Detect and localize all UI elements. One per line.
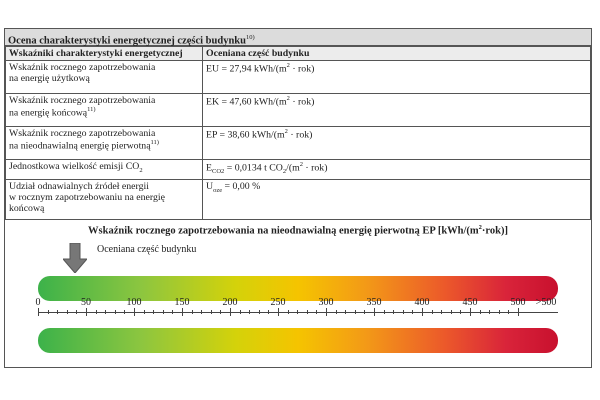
ep-scale-section <box>5 224 591 367</box>
scale-minor-tick <box>57 310 58 314</box>
scale-minor-tick <box>307 310 308 314</box>
value-sup: 2 <box>299 161 303 168</box>
row-label-line: na energię użytkową <box>9 73 90 84</box>
scale-title-text: Wskaźnik rocznego zapotrzebowania na nieodnawialną energię pierwotną EP [kWh/(m <box>88 225 479 237</box>
scale-minor-tick <box>105 310 106 314</box>
energy-certificate-section <box>4 28 592 368</box>
scale-minor-tick <box>355 310 356 314</box>
emission-label <box>6 160 203 180</box>
scale-minor-tick <box>211 310 212 314</box>
scale-tick-label: 150 <box>174 297 190 308</box>
scale-tick-label: 500 <box>510 297 526 308</box>
scale-minor-tick <box>460 310 461 314</box>
scale-minor-tick <box>201 310 202 314</box>
scale-minor-tick <box>403 310 404 314</box>
table-row-renewable <box>6 180 591 220</box>
scale-minor-tick <box>268 310 269 314</box>
value-text: /(m <box>286 162 300 174</box>
value-text: EU = 27,94 kWh/(m <box>206 63 287 75</box>
scale-minor-tick <box>220 310 221 314</box>
scale-minor-tick <box>172 310 173 314</box>
scale-tick-label: 350 <box>366 297 382 308</box>
value-text: EP = 38,60 kWh/(m <box>206 129 285 141</box>
row-label-line: na nieodnawialną energię pierwotną <box>9 140 151 152</box>
row-label-line: Wskaźnik rocznego zapotrzebowania <box>9 128 156 139</box>
value-text: E <box>206 162 212 174</box>
scale-minor-tick <box>192 310 193 314</box>
scale-minor-tick <box>124 310 125 314</box>
scale-minor-tick <box>499 310 500 314</box>
scale-tick <box>134 308 135 316</box>
scale-minor-tick <box>489 310 490 314</box>
value-text: · rok) <box>287 129 313 141</box>
emission-label-sub: 2 <box>139 166 143 174</box>
value-sub: oze <box>213 186 223 194</box>
scale-minor-tick <box>249 310 250 314</box>
arrow-label: Oceniana część budynku <box>97 244 197 255</box>
scale-tick-label: 100 <box>126 297 142 308</box>
row-label <box>6 61 203 94</box>
row-footnote: 11) <box>87 106 96 113</box>
scale-minor-tick <box>336 310 337 314</box>
scale-minor-tick <box>96 310 97 314</box>
scale-minor-tick <box>432 310 433 314</box>
header-indicators: Wskaźniki charakterystyki energetycznej <box>6 47 203 61</box>
value-text: · rok) <box>302 162 328 174</box>
table-row <box>6 127 591 160</box>
table-row-emission <box>6 160 591 180</box>
row-label-line: Wskaźnik rocznego zapotrzebowania <box>9 95 156 106</box>
down-arrow-icon <box>63 243 87 273</box>
scale-minor-tick <box>393 310 394 314</box>
scale-minor-tick <box>384 310 385 314</box>
emission-value <box>203 160 591 180</box>
row-footnote: 11) <box>150 139 159 146</box>
scale-tick <box>374 308 375 316</box>
scale-tick-label: 400 <box>414 297 430 308</box>
section-title <box>5 29 591 46</box>
header-building-part: Oceniana część budynku <box>203 47 591 61</box>
scale-tick-label: 300 <box>318 297 334 308</box>
scale-minor-tick <box>441 310 442 314</box>
scale-minor-tick <box>508 310 509 314</box>
scale-tick <box>518 308 519 316</box>
scale-tick-label: 0 <box>35 297 41 308</box>
value-sup: 2 <box>286 95 290 102</box>
value-text: U <box>206 181 214 192</box>
row-label-line: końcową <box>9 203 45 214</box>
renewable-label <box>6 180 203 220</box>
table-row <box>6 94 591 127</box>
renewable-value <box>203 180 591 220</box>
value-text: · rok) <box>289 96 315 108</box>
scale-tick-label: 450 <box>462 297 478 308</box>
scale-title <box>5 224 591 237</box>
row-value <box>203 127 591 160</box>
scale-minor-tick <box>76 310 77 314</box>
scale-minor-tick <box>288 310 289 314</box>
energy-gradient-bar-top <box>38 276 558 301</box>
table-row <box>6 61 591 94</box>
value-text: · rok) <box>289 63 315 75</box>
scale-minor-tick <box>316 310 317 314</box>
scale-title-sup: 2 <box>478 224 482 231</box>
row-label-line: Wskaźnik rocznego zapotrzebowania <box>9 62 156 73</box>
section-title-text: Ocena charakterystyki energetycznej części budynku <box>8 35 246 47</box>
value-sup: 2 <box>286 62 290 69</box>
indicators-table <box>5 46 591 220</box>
scale-tick <box>86 308 87 316</box>
scale-minor-tick <box>144 310 145 314</box>
row-label-line: w rocznym zapotrzebowaniu na energię <box>9 192 165 203</box>
emission-label-text: Jednostkowa wielkość emisji CO <box>9 161 140 172</box>
scale-minor-tick <box>364 310 365 314</box>
scale-minor-tick <box>297 310 298 314</box>
section-title-footnote: 10) <box>245 34 255 41</box>
scale-tick <box>470 308 471 316</box>
value-sub: CO2 <box>211 168 225 176</box>
scale-tick <box>278 308 279 316</box>
table-header-row <box>6 47 591 61</box>
scale-tick <box>182 308 183 316</box>
value-text: = 0,00 % <box>222 181 261 192</box>
scale-minor-tick <box>48 310 49 314</box>
scale-minor-tick <box>480 310 481 314</box>
scale-tick-label: >500 <box>535 297 557 308</box>
scale-minor-tick <box>67 310 68 314</box>
scale-minor-tick <box>345 310 346 314</box>
value-text: EK = 47,60 kWh/(m <box>206 96 287 108</box>
scale-minor-tick <box>412 310 413 314</box>
row-value <box>203 61 591 94</box>
scale-tick <box>422 308 423 316</box>
scale-minor-tick <box>259 310 260 314</box>
scale-tick-label: 50 <box>81 297 91 308</box>
row-label-line: na energię końcową <box>9 107 88 119</box>
energy-gradient-bar-bottom <box>38 328 558 353</box>
scale-minor-tick <box>163 310 164 314</box>
scale-tick <box>326 308 327 316</box>
row-label <box>6 127 203 160</box>
scale-tick-label: 200 <box>222 297 238 308</box>
row-value <box>203 94 591 127</box>
value-text: = 0,0134 t CO <box>224 162 283 174</box>
scale-minor-tick <box>153 310 154 314</box>
scale-minor-tick <box>115 310 116 314</box>
value-sub: 2 <box>282 168 287 176</box>
scale-tick-label: 250 <box>270 297 286 308</box>
scale-tick <box>230 308 231 316</box>
value-sup: 2 <box>284 128 288 135</box>
row-label <box>6 94 203 127</box>
row-label-line: Udział odnawialnych źródeł energii <box>9 181 149 192</box>
scale-title-text: ·rok)] <box>481 225 508 237</box>
scale-tick <box>38 308 39 316</box>
scale-minor-tick <box>451 310 452 314</box>
scale-minor-tick <box>240 310 241 314</box>
